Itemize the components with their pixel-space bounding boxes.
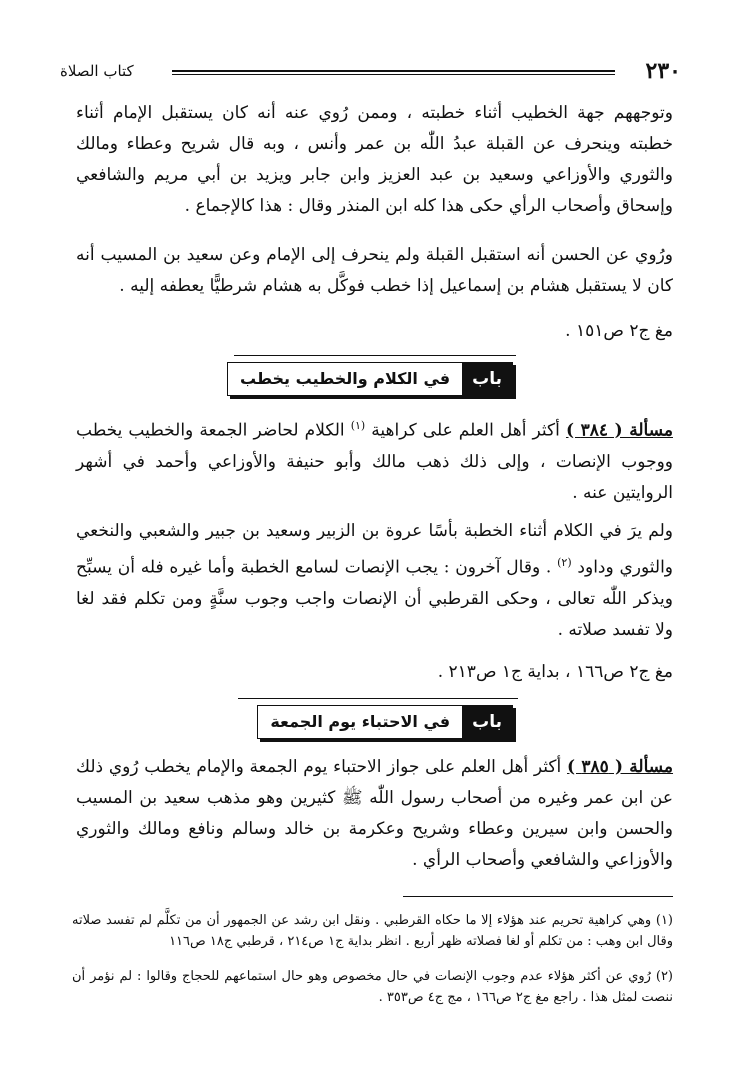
masala-385 bbox=[76, 752, 673, 876]
page-number: ٢٣٠ bbox=[645, 58, 681, 84]
paragraph-3-text-b: . وقال آخرون : يجب الإنصات لسامع الخطبة وأما غيره فله أن يسبِّح ويذكر اللّٰه تعالى ، وحكى القرطبي أن الإنصات واجب وجوب سنَّةٍ ومن تكلم فقد لغا ولا تفسد صلاته . bbox=[76, 557, 673, 640]
paragraph-3-text-a: ولم يرَ في الكلام أثناء الخطبة بأسًا عروة بن الزبير وسعيد بن جبير والشعبي والنخعي والثوري وداود bbox=[76, 521, 674, 578]
chapter-heading-1 bbox=[227, 362, 513, 396]
footnote-1: (١) وهي كراهية تحريم عند هؤلاء إلا ما حكاه القرطبي . ونقل ابن رشد عن الجمهور أن من تكلَّم لم تفسد صلاته وقال ابن وهب : من تكلم أو لغا فصلاته ظهر أربع . انظر بداية ج١ ص٢١٤ ، قرطبي ج١٨ ص١١٦ bbox=[72, 913, 673, 949]
footnote-marker-1: (١) bbox=[350, 419, 366, 432]
chapter-heading-2 bbox=[257, 705, 513, 739]
footnote-2: (٢) رُوي عن أكثر هؤلاء عدم وجوب الإنصات في حال مخصوص وهو حال استماعهم للحجاج وقالوا : لم نؤمر أن ننصت لمثل هذا . راجع مغ ج٢ ص١٦٦ ، مج ج٤ ص٣٥٣ . bbox=[72, 969, 673, 1005]
masala-385-text: أكثر أهل العلم على جواز الاحتباء يوم الجمعة والإمام يخطب رُوي ذلك عن ابن عمر وغيره من أصحاب رسول اللّٰه ﷺ كثيرين وهو مذهب سعيد بن المسيب والحسن وابن سيرين وعطاء وشريح وعكرمة بن خالد وسالم ونافع ومالك والثوري والأوزاعي والشافعي وأصحاب الرأي . bbox=[76, 757, 673, 870]
chapter-1-bab-label: باب bbox=[462, 363, 512, 395]
masala-384-label: مسألة ( ٣٨٤ ) bbox=[565, 420, 673, 441]
masala-384 bbox=[76, 410, 673, 509]
paragraph-1: وتوجههم جهة الخطيب أثناء خطبته ، وممن رُوي عنه أنه كان يستقبل الإمام أثناء خطبته وينحرف عن القبلة عبدُ اللّٰه بن عمر وأنس ، وبه قال شريح وعطاء ومالك والثوري والأوزاعي وسعيد بن عبد العزيز وابن جابر ويزيد بن أبي مريم والشافعي وإسحاق وأصحاب الرأي حكى هذا كله ابن المنذر وقال : هذا كالإجماع . bbox=[76, 103, 673, 216]
header-rule bbox=[172, 70, 615, 75]
reference-1: مغ ج٢ ص١٥١ . bbox=[565, 321, 673, 341]
masala-385-label: مسألة ( ٣٨٥ ) bbox=[567, 757, 674, 777]
paragraph-2: ورُوي عن الحسن أنه استقبل القبلة ولم ينحرف إلى الإمام وعن سعيد بن المسيب أنه كان لا يستقبل هشام بن إسماعيل إذا خطب فوكَّل به هشام شرطيًّا يعطفه إليه . bbox=[76, 245, 673, 296]
running-header bbox=[60, 58, 689, 88]
paragraph-3 bbox=[76, 516, 673, 646]
chapter-1-title: في الكلام والخطيب يخطب bbox=[240, 369, 451, 388]
chapter-1-top-rule bbox=[234, 355, 516, 356]
chapter-2-top-rule bbox=[238, 698, 518, 699]
footnote-separator bbox=[403, 896, 673, 897]
masala-384-text-a: أكثر أهل العلم على كراهية bbox=[371, 420, 560, 441]
chapter-2-title: في الاحتباء يوم الجمعة bbox=[270, 712, 451, 731]
chapter-2-bab-label: باب bbox=[462, 706, 512, 738]
book-title: كتاب الصلاة bbox=[60, 62, 134, 80]
reference-2: مغ ج٢ ص١٦٦ ، بداية ج١ ص٢١٣ . bbox=[437, 662, 673, 682]
footnote-marker-2: (٢) bbox=[557, 556, 572, 569]
masala-384-text-b: الكلام لحاضر الجمعة والخطيب يخطب ووجوب الإنصات ، وإلى ذلك ذهب مالك وأبو حنيفة والأوزاعي وأحمد في أشهر الروايتين عنه . bbox=[76, 420, 673, 503]
